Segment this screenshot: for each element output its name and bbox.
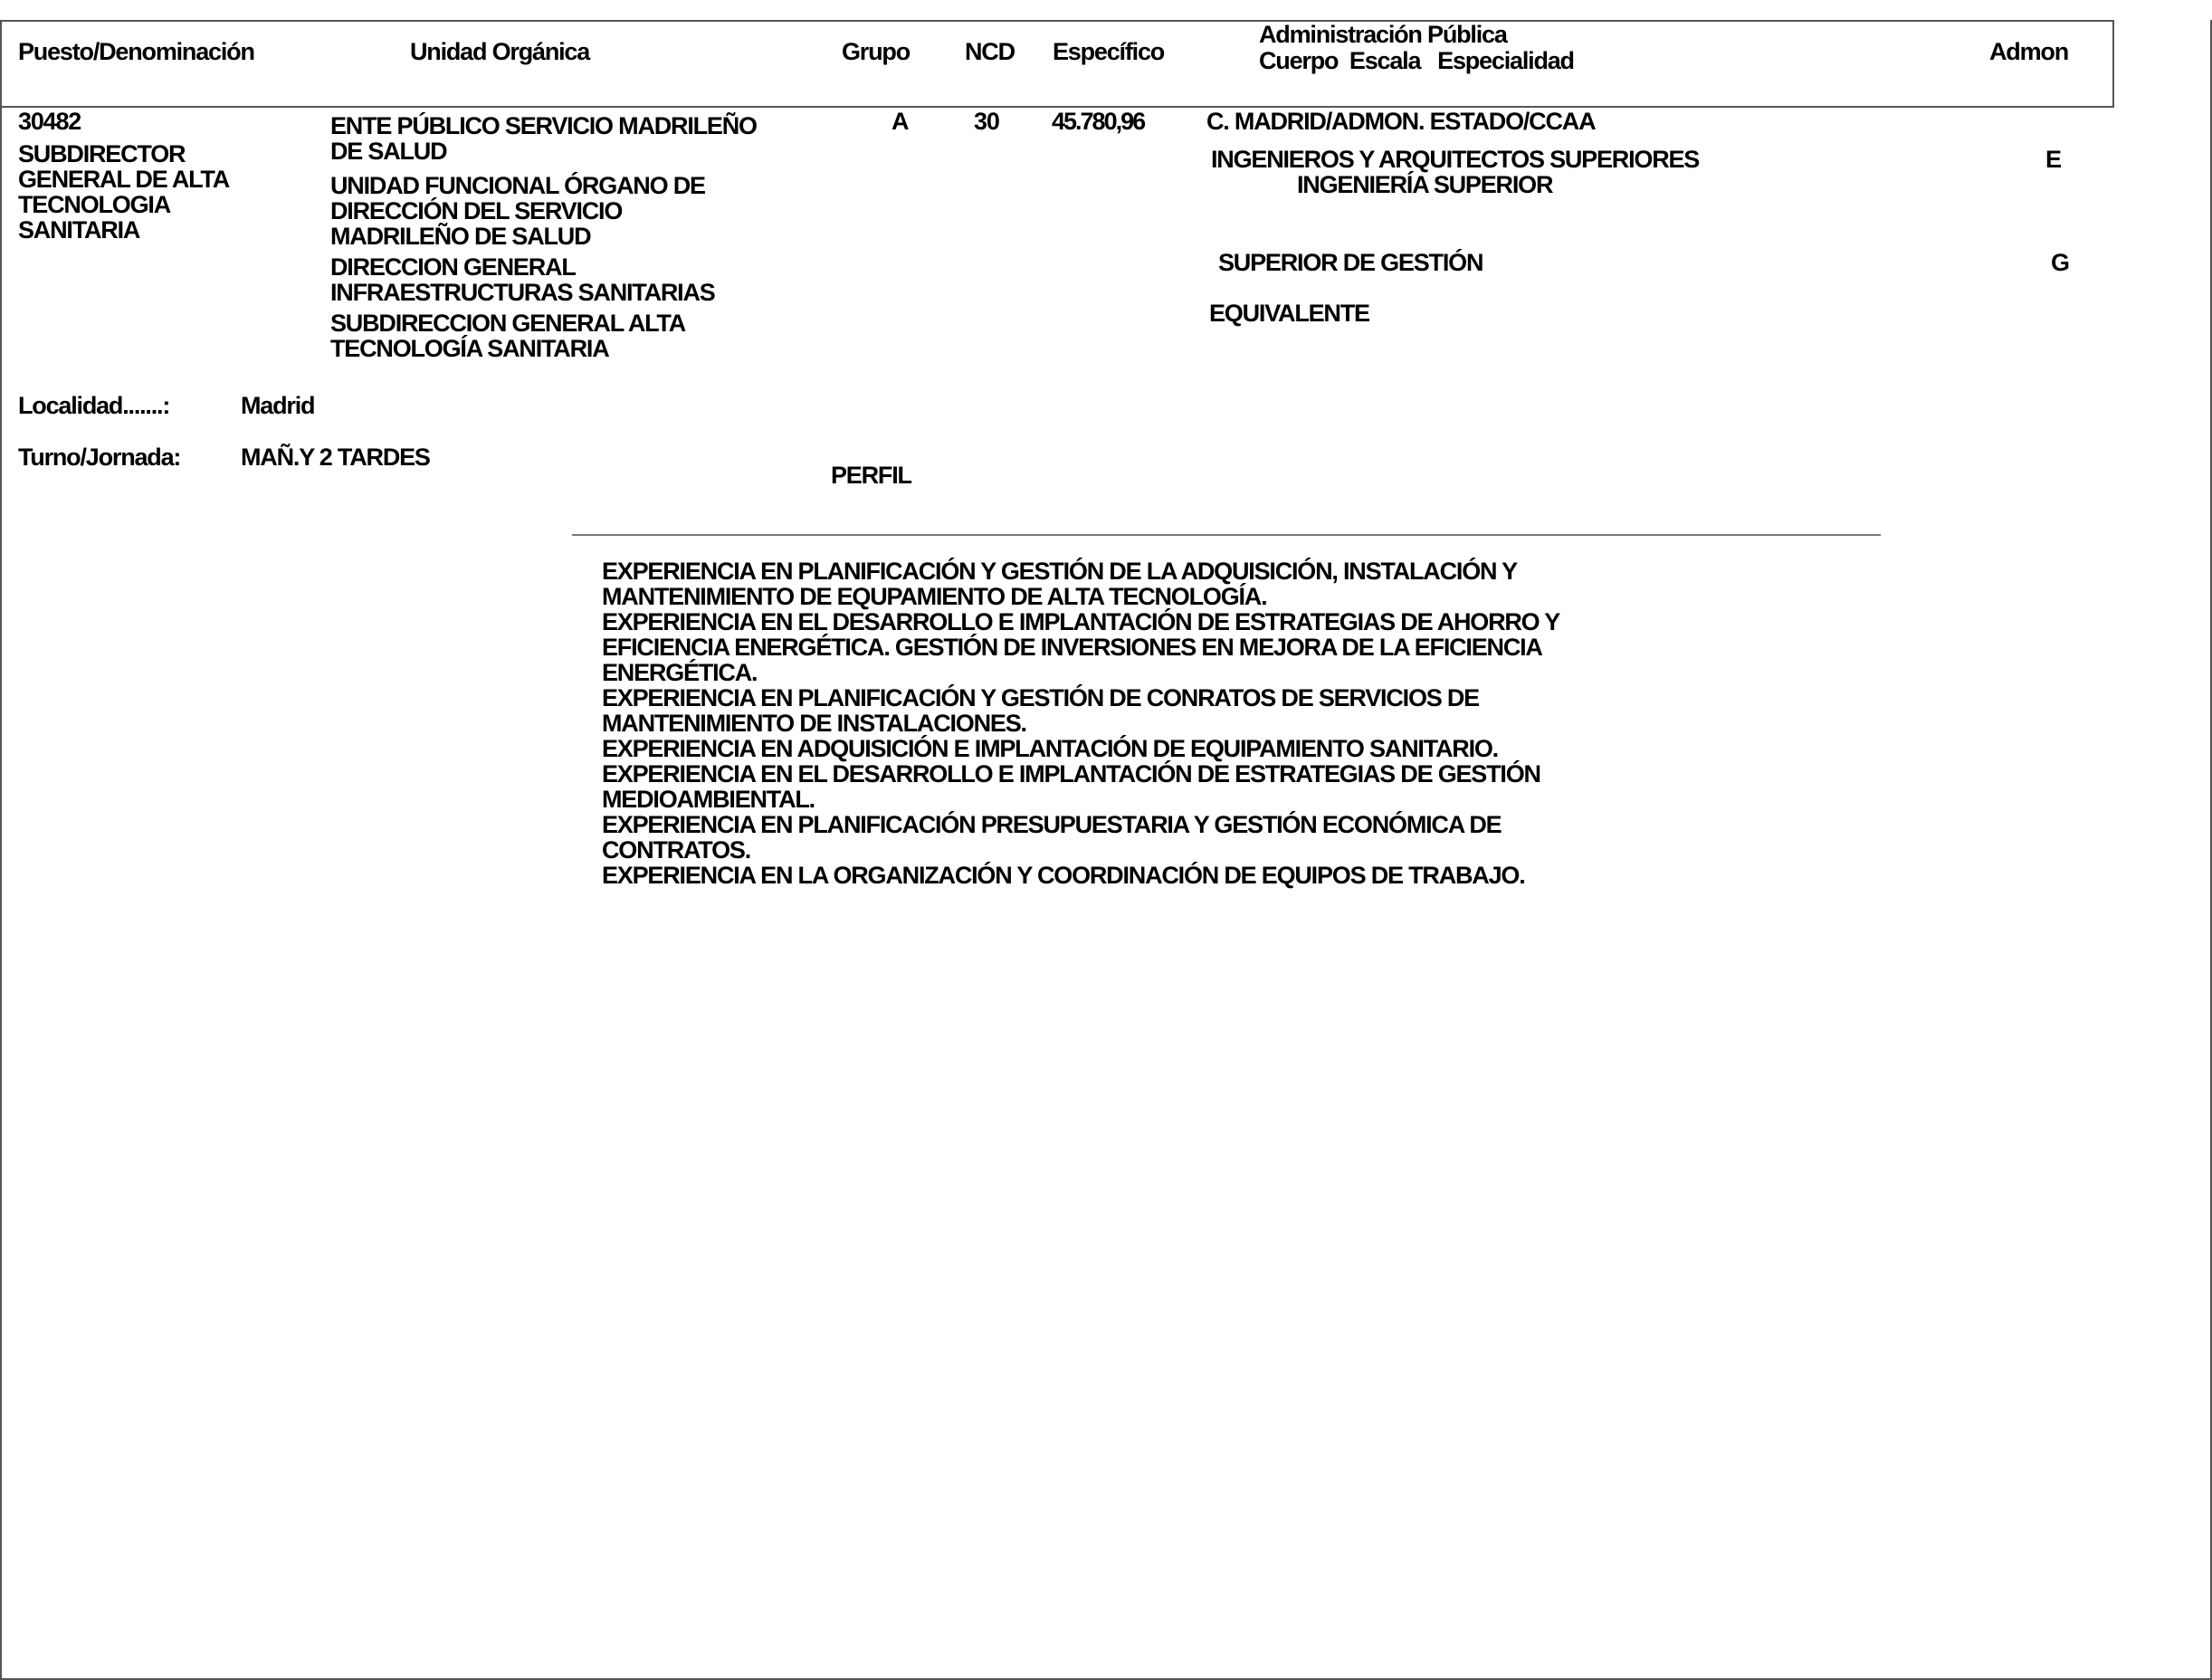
- record-unidad: [330, 113, 757, 361]
- unidad-line: MADRILEÑO DE SALUD: [330, 223, 591, 250]
- perfil-line: EXPERIENCIA EN PLANIFICACIÓN PRESUPUESTARIA Y GESTIÓN ECONÓMICA DE: [602, 811, 1502, 838]
- record-code: 30482: [18, 108, 81, 135]
- perfil-line: MANTENIMIENTO DE INSTALACIONES.: [602, 710, 1026, 737]
- header-ncd: NCD: [965, 38, 1015, 65]
- header-puesto: Puesto/Denominación: [18, 38, 254, 65]
- record-especifico: 45.780,96: [1052, 108, 1145, 135]
- perfil-title: PERFIL: [831, 462, 911, 489]
- header-cuerpo-escala: Cuerpo Escala Especialidad: [1259, 47, 1574, 74]
- record-especialidad-1: INGENIERÍA SUPERIOR: [1297, 171, 1553, 198]
- perfil-lines: [602, 558, 1559, 888]
- perfil-divider: [572, 534, 1881, 536]
- unidad-line: INFRAESTRUCTURAS SANITARIAS: [330, 279, 715, 306]
- turno-value: MAÑ.Y 2 TARDES: [241, 444, 430, 471]
- unidad-line: DIRECCIÓN DEL SERVICIO: [330, 197, 623, 224]
- perfil-line: EXPERIENCIA EN PLANIFICACIÓN Y GESTIÓN DE LA ADQUISICIÓN, INSTALACIÓN Y: [602, 558, 1517, 585]
- record-admon-1: E: [2045, 146, 2061, 173]
- perfil-line: EFICIENCIA ENERGÉTICA. GESTIÓN DE INVERSIONES EN MEJORA DE LA EFICIENCIA: [602, 634, 1542, 661]
- denominacion-line: TECNOLOGIA: [18, 191, 170, 218]
- header-grupo: Grupo: [842, 38, 910, 65]
- localidad-value: Madrid: [241, 392, 315, 419]
- header-especifico: Específico: [1053, 38, 1165, 65]
- denominacion-line: SUBDIRECTOR: [18, 140, 186, 167]
- record-admon-2: G: [2051, 249, 2069, 276]
- unidad-line: SUBDIRECCION GENERAL ALTA: [330, 310, 686, 337]
- localidad-label: Localidad.......:: [18, 392, 170, 419]
- page-left-border: [0, 20, 2, 1680]
- unidad-line: UNIDAD FUNCIONAL ÓRGANO DE: [330, 172, 705, 199]
- perfil-line: MANTENIMIENTO DE EQUPAMIENTO DE ALTA TECNOLOGÍA.: [602, 583, 1267, 610]
- denominacion-line: SANITARIA: [18, 216, 140, 243]
- perfil-line: EXPERIENCIA EN EL DESARROLLO E IMPLANTACIÓN DE ESTRATEGIAS DE GESTIÓN: [602, 760, 1540, 788]
- perfil-line: EXPERIENCIA EN ADQUISICIÓN E IMPLANTACIÓN DE EQUIPAMIENTO SANITARIO.: [602, 735, 1498, 762]
- perfil-line: EXPERIENCIA EN LA ORGANIZACIÓN Y COORDINACIÓN DE EQUIPOS DE TRABAJO.: [602, 862, 1525, 889]
- record-denominacion: [18, 141, 229, 243]
- perfil-line: EXPERIENCIA EN PLANIFICACIÓN Y GESTIÓN DE CONRATOS DE SERVICIOS DE: [602, 684, 1479, 711]
- header-admon: Admon: [1989, 38, 2068, 65]
- unidad-line: DE SALUD: [330, 138, 447, 165]
- perfil-line: CONTRATOS.: [602, 836, 751, 864]
- record-cuerpo-2: SUPERIOR DE GESTIÓN: [1218, 249, 1483, 276]
- header-top-border: [0, 20, 2114, 22]
- perfil-line: EXPERIENCIA EN EL DESARROLLO E IMPLANTACIÓN DE ESTRATEGIAS DE AHORRO Y: [602, 608, 1560, 635]
- record-ncd: 30: [974, 108, 999, 135]
- turno-label: Turno/Jornada:: [18, 444, 181, 471]
- denominacion-line: GENERAL DE ALTA: [18, 166, 230, 193]
- record-cuerpo-3: EQUIVALENTE: [1209, 300, 1369, 327]
- header-right-border: [2112, 20, 2114, 108]
- record-cuerpo-1: INGENIEROS Y ARQUITECTOS SUPERIORES: [1211, 146, 1700, 173]
- record-grupo: A: [891, 108, 909, 135]
- header-admin-publica: Administración Pública: [1259, 21, 1507, 48]
- record-administracion: C. MADRID/ADMON. ESTADO/CCAA: [1206, 108, 1596, 135]
- unidad-line: TECNOLOGÍA SANITARIA: [330, 335, 609, 362]
- unidad-line: ENTE PÚBLICO SERVICIO MADRILEÑO: [330, 112, 757, 139]
- header-unidad: Unidad Orgánica: [410, 38, 590, 65]
- perfil-line: MEDIOAMBIENTAL.: [602, 786, 815, 813]
- perfil-line: ENERGÉTICA.: [602, 659, 758, 686]
- unidad-line: DIRECCION GENERAL: [330, 253, 576, 281]
